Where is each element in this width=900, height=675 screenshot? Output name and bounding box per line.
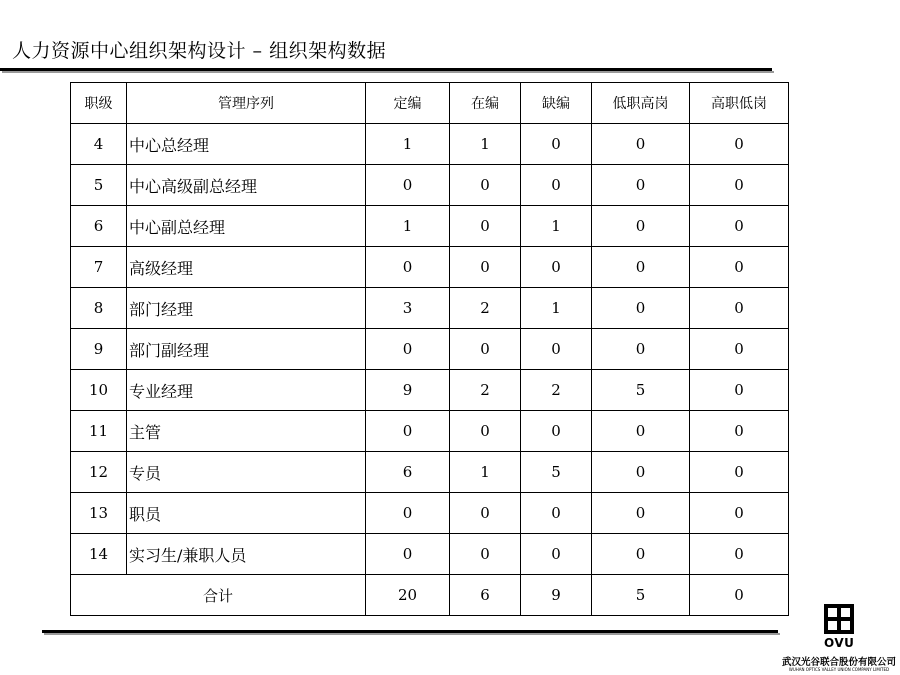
cell-grade: 8 xyxy=(71,288,127,329)
table-body xyxy=(71,83,789,616)
table-row xyxy=(71,165,789,206)
cell-sequence: 高级经理 xyxy=(127,247,366,288)
table-total-row xyxy=(71,575,789,616)
cell-low-grade-high-post: 0 xyxy=(592,206,690,247)
cell-vacant: 0 xyxy=(521,165,592,206)
cell-grade: 14 xyxy=(71,534,127,575)
logo-wordmark: OVU xyxy=(824,636,855,650)
cell-vacant: 0 xyxy=(521,247,592,288)
cell-staffed: 2 xyxy=(450,370,521,411)
table-row xyxy=(71,493,789,534)
total-cell-low-grade-high-post: 5 xyxy=(592,575,690,616)
cell-staffed: 0 xyxy=(450,534,521,575)
cell-quota: 0 xyxy=(366,534,450,575)
table-row xyxy=(71,411,789,452)
cell-staffed: 0 xyxy=(450,329,521,370)
cell-low-grade-high-post: 5 xyxy=(592,370,690,411)
cell-low-grade-high-post: 0 xyxy=(592,124,690,165)
cell-high-grade-low-post: 0 xyxy=(690,165,789,206)
cell-staffed: 0 xyxy=(450,247,521,288)
cell-quota: 1 xyxy=(366,124,450,165)
cell-quota: 0 xyxy=(366,329,450,370)
cell-vacant: 0 xyxy=(521,124,592,165)
table-header-row xyxy=(71,83,789,124)
company-logo xyxy=(780,604,898,672)
cell-sequence: 中心总经理 xyxy=(127,124,366,165)
cell-staffed: 1 xyxy=(450,452,521,493)
table-row xyxy=(71,206,789,247)
table-row xyxy=(71,329,789,370)
company-name-cn: 武汉光谷联合股份有限公司 xyxy=(781,657,896,668)
table-row xyxy=(71,534,789,575)
cell-vacant: 0 xyxy=(521,329,592,370)
cell-sequence: 中心副总经理 xyxy=(127,206,366,247)
bottom-divider-shadow xyxy=(44,633,780,635)
table-row xyxy=(71,370,789,411)
cell-low-grade-high-post: 0 xyxy=(592,452,690,493)
cell-high-grade-low-post: 0 xyxy=(690,452,789,493)
cell-low-grade-high-post: 0 xyxy=(592,165,690,206)
cell-quota: 0 xyxy=(366,493,450,534)
top-divider-shadow xyxy=(2,71,774,73)
header-cell-high-grade-low-post: 高职低岗 xyxy=(690,83,789,124)
cell-vacant: 5 xyxy=(521,452,592,493)
cell-vacant: 0 xyxy=(521,534,592,575)
cell-staffed: 0 xyxy=(450,493,521,534)
total-cell-quota: 20 xyxy=(366,575,450,616)
cell-sequence: 实习生/兼职人员 xyxy=(127,534,366,575)
cell-grade: 10 xyxy=(71,370,127,411)
cell-quota: 3 xyxy=(366,288,450,329)
cell-low-grade-high-post: 0 xyxy=(592,329,690,370)
cell-high-grade-low-post: 0 xyxy=(690,411,789,452)
cell-quota: 0 xyxy=(366,247,450,288)
cell-grade: 13 xyxy=(71,493,127,534)
cell-high-grade-low-post: 0 xyxy=(690,288,789,329)
cell-low-grade-high-post: 0 xyxy=(592,534,690,575)
table-row xyxy=(71,288,789,329)
cell-sequence: 主管 xyxy=(127,411,366,452)
company-name-en: WUHAN OPTICS VALLEY UNION COMPANY LIMITED xyxy=(788,667,890,672)
cell-grade: 7 xyxy=(71,247,127,288)
cell-grade: 12 xyxy=(71,452,127,493)
header-cell-quota: 定编 xyxy=(366,83,450,124)
table-row xyxy=(71,247,789,288)
cell-high-grade-low-post: 0 xyxy=(690,493,789,534)
cell-low-grade-high-post: 0 xyxy=(592,411,690,452)
table-row xyxy=(71,124,789,165)
cell-high-grade-low-post: 0 xyxy=(690,329,789,370)
cell-quota: 6 xyxy=(366,452,450,493)
cell-staffed: 0 xyxy=(450,206,521,247)
header-cell-low-grade-high-post: 低职高岗 xyxy=(592,83,690,124)
cell-quota: 1 xyxy=(366,206,450,247)
page-title: 人力资源中心组织架构设计 – 组织架构数据 xyxy=(12,40,387,62)
cell-high-grade-low-post: 0 xyxy=(690,370,789,411)
cell-vacant: 0 xyxy=(521,493,592,534)
header-cell-grade: 职级 xyxy=(71,83,127,124)
cell-quota: 0 xyxy=(366,165,450,206)
cell-sequence: 职员 xyxy=(127,493,366,534)
table-row xyxy=(71,452,789,493)
org-structure-table xyxy=(70,82,789,616)
header-cell-vacant: 缺编 xyxy=(521,83,592,124)
cell-sequence: 专员 xyxy=(127,452,366,493)
total-cell-staffed: 6 xyxy=(450,575,521,616)
cell-quota: 9 xyxy=(366,370,450,411)
cell-grade: 5 xyxy=(71,165,127,206)
cell-sequence: 部门副经理 xyxy=(127,329,366,370)
cell-staffed: 0 xyxy=(450,411,521,452)
cell-grade: 11 xyxy=(71,411,127,452)
total-cell-vacant: 9 xyxy=(521,575,592,616)
cell-vacant: 2 xyxy=(521,370,592,411)
header-cell-sequence: 管理序列 xyxy=(127,83,366,124)
total-cell-high-grade-low-post: 0 xyxy=(690,575,789,616)
cell-vacant: 0 xyxy=(521,411,592,452)
cell-sequence: 部门经理 xyxy=(127,288,366,329)
header-cell-staffed: 在编 xyxy=(450,83,521,124)
cell-staffed: 1 xyxy=(450,124,521,165)
cell-grade: 9 xyxy=(71,329,127,370)
cell-staffed: 2 xyxy=(450,288,521,329)
total-label: 合计 xyxy=(71,575,366,616)
cell-high-grade-low-post: 0 xyxy=(690,534,789,575)
ovu-logo-icon xyxy=(824,604,854,634)
cell-low-grade-high-post: 0 xyxy=(592,247,690,288)
cell-high-grade-low-post: 0 xyxy=(690,124,789,165)
cell-quota: 0 xyxy=(366,411,450,452)
cell-sequence: 中心高级副总经理 xyxy=(127,165,366,206)
cell-staffed: 0 xyxy=(450,165,521,206)
cell-vacant: 1 xyxy=(521,206,592,247)
cell-low-grade-high-post: 0 xyxy=(592,288,690,329)
cell-high-grade-low-post: 0 xyxy=(690,247,789,288)
cell-vacant: 1 xyxy=(521,288,592,329)
cell-high-grade-low-post: 0 xyxy=(690,206,789,247)
cell-low-grade-high-post: 0 xyxy=(592,493,690,534)
cell-sequence: 专业经理 xyxy=(127,370,366,411)
cell-grade: 4 xyxy=(71,124,127,165)
cell-grade: 6 xyxy=(71,206,127,247)
